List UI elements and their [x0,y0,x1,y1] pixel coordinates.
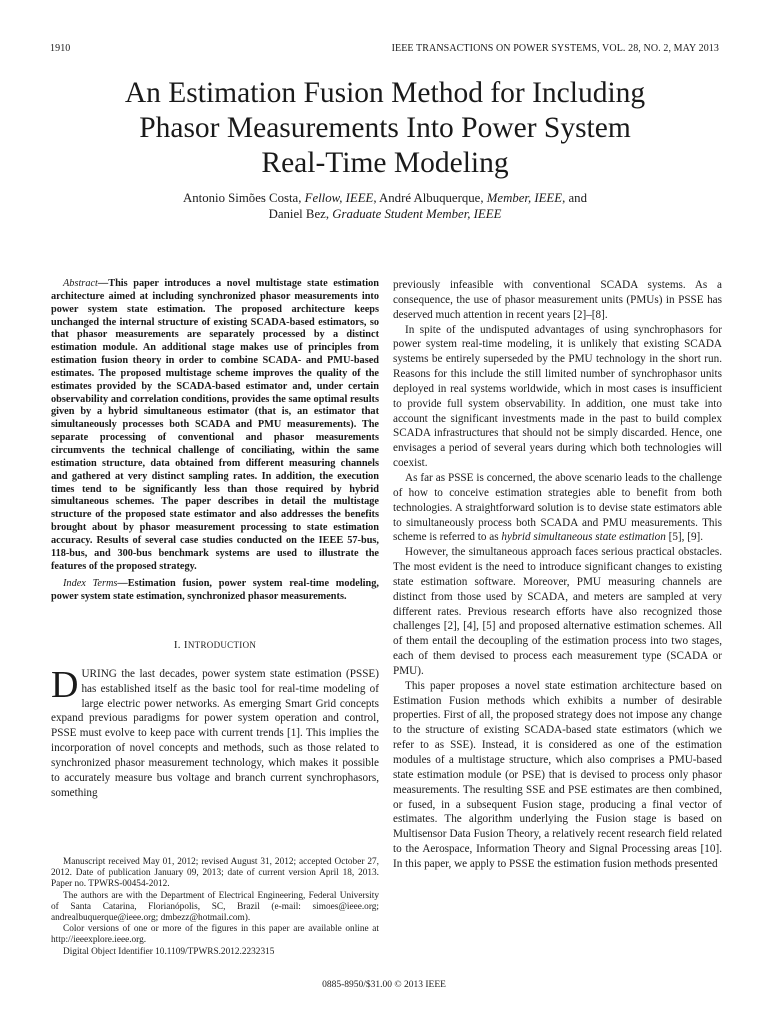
author-line-1: Antonio Simões Costa, Fellow, IEEE, André Albuquerque, Member, IEEE, and [183,191,587,205]
author-name: Daniel Bez [268,207,326,221]
footnote-doi: Digital Object Identifier 10.1109/TPWRS.2012.2232315 [63,946,275,957]
index-terms-text: —Estimation fusion, power system real-time modeling, power system state estimation, synchronized phasor measurements. [51,578,379,603]
body-paragraph [393,471,722,545]
abstract-text: —This paper introduces a novel multistage state estimation architecture aimed at including synchronized phasor measurements into power system state estimation. The proposed architecture keeps unchanged the internal structure of existing SCADA-based estimators, so that phasor measurements are separately processed by a distinct estimation module. An additional stage makes use of principles from estimation fusion theory in order to combine SCADA- and PMU-based estimates. The proposed multistage scheme improves the quality of the estimates provided by the SCADA-based estimator and, under certain observability and correlation conditions, provides the same optimal results given by a hybrid simultaneous estimator (that is, an estimator that simultaneously processes both SCADA and PMU measurements). The separate processing of conventional and phasor measurements circumvents the technical challenge of conciliating, within the same estimation structure, data obtained from different measuring channels and gathered at very distinct sampling rates. In addition, the execution times tend to be significantly less than those required by hybrid simultaneous schemes. The paper describes in detail the multistage structure of the proposed state estimator and also addresses the benefits brought about by phasor measurement processing to state estimation accuracy. Results of several case studies conducted on the IEEE 57-bus, 118-bus, and 300-bus benchmark systems are used to illustrate the features of the proposed strategy. [51,278,379,572]
author-name: Antonio Simões Costa [183,191,299,205]
author-role: Fellow, IEEE [304,191,374,205]
body-paragraph: In spite of the undisputed advantages of using synchrophasors for power system real-time modeling, it is unlikely that existing SCADA systems be entirely superseded by the PMU technology in the short run. Reasons for this include the still limited number of synchrophasor units deployed in real systems worldwide, which in most cases is insufficient to provide full system observability. In addition, one must take into account the significant investments made in the past to build complex SCADA infrastructures that should not be simply discarded. Hence, one envisages a period of several years during which both technologies will coexist. [393,323,722,470]
journal-header: IEEE TRANSACTIONS ON POWER SYSTEMS, VOL. 28, NO. 2, MAY 2013 [391,43,719,54]
index-terms-label: Index Terms [63,578,118,590]
body-paragraph: However, the simultaneous approach faces serious practical obstacles. The most evident is the need to introduce significant changes to existing state estimation software. Moreover, PMU measuring channels are distinct from those used by SCADA, and meters are sampled at very different rates. Previous research efforts have also recognized those challenges [2], [4], [5] and proposed alternative estimation schemes. All of them entail the decoupling of the estimation process into two stages, each of them devised to process each measurement type (SCADA or PMU). [393,546,722,677]
copyright-footer: 0885-8950/$31.00 © 2013 IEEE [322,980,446,990]
author-role: Graduate Student Member, IEEE [332,207,502,221]
left-column [51,278,379,801]
intro-paragraph [51,663,379,801]
paragraph-text: [5], [9]. [665,531,704,544]
page-number: 1910 [50,43,71,54]
section-heading [51,638,379,653]
paper-title [60,76,710,181]
footnote: Manuscript received May 01, 2012; revised August 31, 2012; accepted October 27, 2012. Date of publication January 09, 2013; date of current version April 18, 2013. Paper no. TPWRS-00454-2012. [51,857,379,890]
title-line: Real-Time Modeling [261,147,509,179]
author-name: André Albuquerque [379,191,481,205]
author-list [60,190,710,222]
title-line: An Estimation Fusion Method for Including [124,77,646,109]
body-paragraph: previously infeasible with conventional SCADA systems. As a consequence, the use of phasor measurement units (PMUs) in PSSE has deserved much attention in recent years [2]–[8]. [393,279,722,321]
abstract [51,278,379,573]
intro-text: URING the last decades, power system state estimation (PSSE) has established itself as the basic tool for real-time modeling of large electric power networks. As emerging Smart Grid concepts expand previous paradigms for power system operation and control, PSSE must evolve to keep pace with current trends [1]. This implies the incorporation of novel concepts and methods, such as those related to synchronized phasor measurement technology, which makes it possible to accurately measure bus voltage and branch current synchrophasors, something [51,667,379,799]
drop-cap: D [51,663,79,706]
section-title-cap: I [183,639,188,652]
section-numeral: I. [173,639,181,652]
author-role: Member, IEEE [486,191,563,205]
paragraph-text: As far as PSSE is concerned, the above scenario leads to the challenge of how to conceive estimation strategies able to benefit from both technologies. A straightforward solution is to devise state estimators able to simultaneously process both SCADA and PMU measurements. This scheme is referred to as [393,471,722,544]
section-title-rest: NTRODUCTION [187,640,257,651]
right-column [393,278,722,872]
index-terms [51,578,379,604]
author-conjunction: and [568,191,587,205]
footnote: Color versions of one or more of the figures in this paper are available online at http://ieeexplore.ieee.org. [51,924,379,946]
footnote: The authors are with the Department of Electrical Engineering, Federal University of Santa Catarina, Florianópolis, SC, Brazil (e-mail: simoes@ieee.org; andrealbuquerque@ieee.org; dmbezz@hotmail.com). [51,890,379,924]
author-line-2: Daniel Bez, Graduate Student Member, IEEE [268,207,502,221]
title-line: Phasor Measurements Into Power System [139,112,631,144]
footnotes [51,857,379,958]
emphasized-term: hybrid simultaneous state estimation [501,531,666,544]
body-paragraph: This paper proposes a novel state estimation architecture based on Estimation Fusion methods which exhibits a number of desirable properties. First of all, the proposed strategy does not impose any change to the structure of existing SCADA-based state estimators (which we refer to as SSE). Instead, it is considered as one of the estimation modules of a multistage structure, which also comprises a PMU-based state estimation module (or PSE) that is devised to process only phasor measurements. The resulting SSE and PSE estimates are then combined, or fused, in a subsequent Fusion stage, producing a final vector of estimates. The algorithm underlying the Fusion stage is based on Multisensor Data Fusion Theory, a relatively recent research field related to the Aerospace, Information Theory and Signal Processing areas [10]. In this paper, we apply to PSSE the estimation fusion methods presented [393,679,722,870]
abstract-label: Abstract [63,278,98,289]
